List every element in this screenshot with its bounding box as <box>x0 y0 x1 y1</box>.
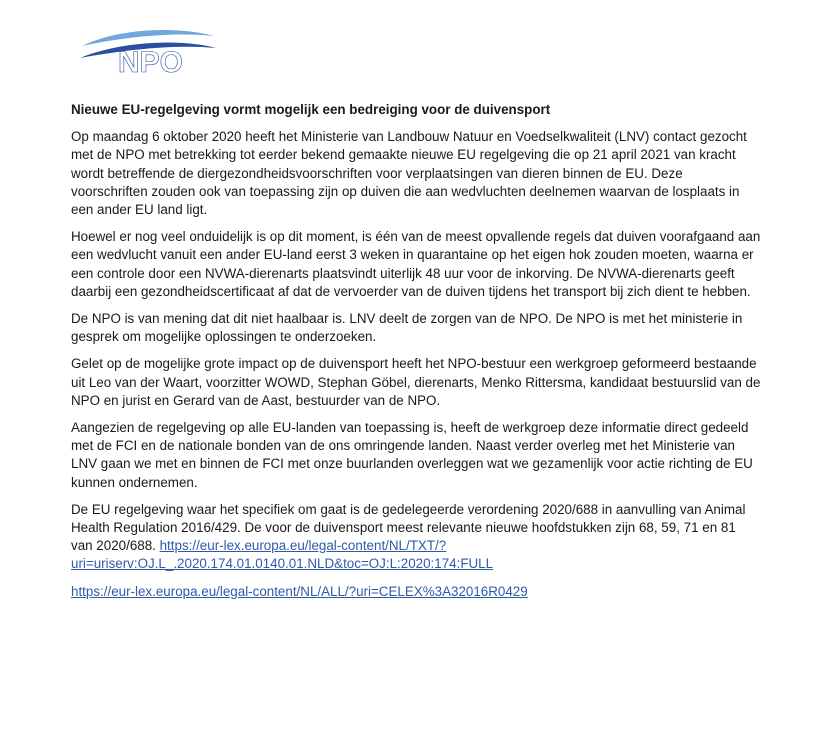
paragraph-3: De NPO is van mening dat dit niet haalbaar is. LNV deelt de zorgen van de NPO. De NPO is met het ministerie in gesprek om mogelijke oplossingen te onderzoeken. <box>71 311 743 345</box>
paragraph-6 <box>71 501 761 574</box>
article-title: Nieuwe EU-regelgeving vormt mogelijk een bedreiging voor de duivensport <box>71 102 551 117</box>
npo-logo <box>78 24 218 76</box>
eur-lex-link-2020-688[interactable]: https://eur-lex.europa.eu/legal-content/NL/TXT/?uri=uriserv:OJ.L_.2020.174.01.0140.01.NLD&toc=OJ:L:2020:174:FULL <box>71 538 494 572</box>
paragraph-2: Hoewel er nog veel onduidelijk is op dit moment, is één van de meest opvallende regels dat duiven voorafgaand aan een wedvlucht vanuit een ander EU-land eerst 3 weken in quarantaine op het eigen hok zouden moeten, waarna er een controle door een NVWA-dierenarts plaatsvindt uiterlijk 48 uur voor de inkorving. De NVWA-dierenarts geeft daarbij een gezondheidscertificaat af dat de vervoerder van de duiven tijdens het transport bij zich dient te hebben. <box>71 229 761 299</box>
link-block <box>71 583 761 601</box>
paragraph-4: Gelet op de mogelijke grote impact op de duivensport heeft het NPO-bestuur een werkgroep geformeerd bestaande uit Leo van der Waart, voorzitter WOWD, Stephan Göbel, dierenarts, Menko Rittersma, kandidaat bestuurslid van de NPO en jurist en Gerard van de Aast, bestuurder van de NPO. <box>71 356 761 408</box>
paragraph-1: Op maandag 6 oktober 2020 heeft het Ministerie van Landbouw Natuur en Voedselkwaliteit (LNV) contact gezocht met de NPO met betrekking tot eerder bekend gemaakte nieuwe EU regelgeving die op 21 april 2021 van kracht wordt betreffende de diergezondheidsvoorschriften voor verplaatsingen van dieren binnen de EU. Deze voorschriften zouden ook van toepassing zijn op duiven die aan wedvluchten deelnemen waarvan de losplaats in een ander EU land ligt. <box>71 129 747 218</box>
paragraph-6-text: De EU regelgeving waar het specifiek om gaat is de gedelegeerde verordening 2020/688 in aanvulling van Animal Health Regulation 2016/429. De voor de duivensport meest relevante nieuwe hoofdstukken zijn 68, 59, 71 en 81 van 2020/688. <box>71 501 746 554</box>
eur-lex-link-2016-429[interactable]: https://eur-lex.europa.eu/legal-content/NL/ALL/?uri=CELEX%3A32016R0429 <box>71 583 528 599</box>
article <box>71 101 761 601</box>
logo-text: NPO <box>118 46 184 76</box>
paragraph-5: Aangezien de regelgeving op alle EU-landen van toepassing is, heeft de werkgroep deze informatie direct gedeeld met de FCI en de nationale bonden van de ons omringende landen. Naast verder overleg met het Ministerie van LNV gaan we met en binnen de FCI met onze buurlanden overleggen wat we gezamenlijk voor actie richting de EU kunnen ondernemen. <box>71 420 753 490</box>
